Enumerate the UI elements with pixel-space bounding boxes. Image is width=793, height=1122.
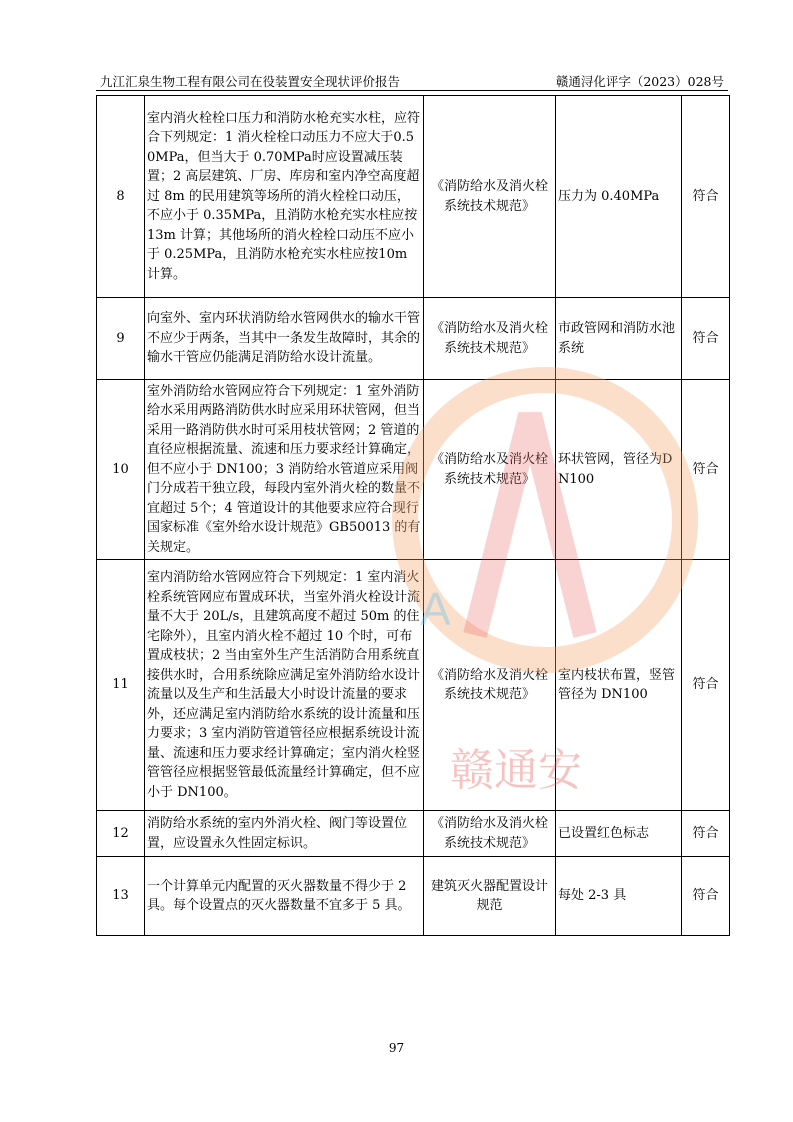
table-row [97, 811, 730, 857]
page-header [96, 70, 728, 91]
basis-text: 《消防给水及消火栓系统技术规范》 [424, 298, 556, 380]
result-text: 符合 [682, 857, 730, 936]
basis-text: 《消防给水及消火栓系统技术规范》 [424, 380, 556, 560]
basis-text: 《消防给水及消火栓系统技术规范》 [424, 560, 556, 811]
requirement-text: 室内消火栓栓口压力和消防水枪充实水柱，应符合下列规定：1 消火栓栓口动压力不应大于0.50MPa，但当大于 0.70MPa时应设置减压装置；2 高层建筑、厂房、库房和室内净空高度超过 8m 的民用建筑等场所的消火栓栓口动压，不应小于 0.35MPa，且消防水枪充实水柱应按 13m 计算；其他场所的消火栓栓口动压不应小于 0.25MPa，且消防水枪充实水柱应按10m 计算。 [145, 96, 424, 298]
requirement-text: 消防给水系统的室内外消火栓、阀门等设置位置，应设置永久性固定标识。 [145, 811, 424, 857]
table-row [97, 96, 730, 298]
basis-text: 《消防给水及消火栓系统技术规范》 [424, 811, 556, 857]
table-row [97, 560, 730, 811]
requirement-text: 室内消防给水管网应符合下列规定：1 室内消火栓系统管网应布置成环状，当室外消火栓设计流量不大于 20L/s，且建筑高度不超过 50m 的住宅除外），且室内消火栓不超过 10 个时，可布置成枝状；2 当由室外生产生活消防合用系统直接供水时，合用系统除应满足室外消防给水设计流量以及生产和生活最大小时设计流量的要求外，还应满足室内消防给水系统的设计流量和压力要求；3 室内消防管道管径应根据系统设计流量、流速和压力要求经计算确定；室内消火栓竖管管径应根据竖管最低流量经计算确定，但不应小于 DN100。 [145, 560, 424, 811]
actual-status: 每处 2-3 具 [556, 857, 682, 936]
row-number: 9 [97, 298, 145, 380]
requirement-text: 室外消防给水管网应符合下列规定：1 室外消防给水采用两路消防供水时应采用环状管网，但当采用一路消防供水时可采用枝状管网；2 管道的直径应根据流量、流速和压力要求经计算确定，但不应小于 DN100；3 消防给水管道应采用阀门分成若干独立段，每段内室外消火栓的数量不宜超过 5个；4 管道设计的其他要求应符合现行国家标准《室外给水设计规范》GB50013 的有关规定。 [145, 380, 424, 560]
row-number: 8 [97, 96, 145, 298]
result-text: 符合 [682, 560, 730, 811]
row-number: 13 [97, 857, 145, 936]
report-number: 赣通浔化评字（2023）028号 [555, 74, 724, 89]
report-title: 九江汇泉生物工程有限公司在役装置安全现状评价报告 [100, 74, 401, 89]
result-text: 符合 [682, 96, 730, 298]
table-row [97, 298, 730, 380]
requirement-text: 一个计算单元内配置的灭火器数量不得少于 2 具。每个设置点的灭火器数量不宜多于 5 具。 [145, 857, 424, 936]
row-number: 10 [97, 380, 145, 560]
result-text: 符合 [682, 380, 730, 560]
actual-status: 已设置红色标志 [556, 811, 682, 857]
check-table [96, 95, 730, 936]
row-number: 11 [97, 560, 145, 811]
requirement-text: 向室外、室内环状消防给水管网供水的输水干管不应少于两条，当其中一条发生故障时，其余的输水干管应仍能满足消防给水设计流量。 [145, 298, 424, 380]
result-text: 符合 [682, 811, 730, 857]
page-number: 97 [388, 1041, 405, 1055]
actual-status: 环状管网，管径为DN100 [556, 380, 682, 560]
actual-status: 市政管网和消防水池系统 [556, 298, 682, 380]
watermark-text: 赣通安 [450, 745, 582, 796]
table-row [97, 380, 730, 560]
row-number: 12 [97, 811, 145, 857]
table-row [97, 857, 730, 936]
basis-text: 建筑灭火器配置设计规范 [424, 857, 556, 936]
actual-status: 室内枝状布置，竖管管径为 DN100 [556, 560, 682, 811]
basis-text: 《消防给水及消火栓系统技术规范》 [424, 96, 556, 298]
actual-status: 压力为 0.40MPa [556, 96, 682, 298]
watermark-letter: A [420, 583, 451, 635]
result-text: 符合 [682, 298, 730, 380]
